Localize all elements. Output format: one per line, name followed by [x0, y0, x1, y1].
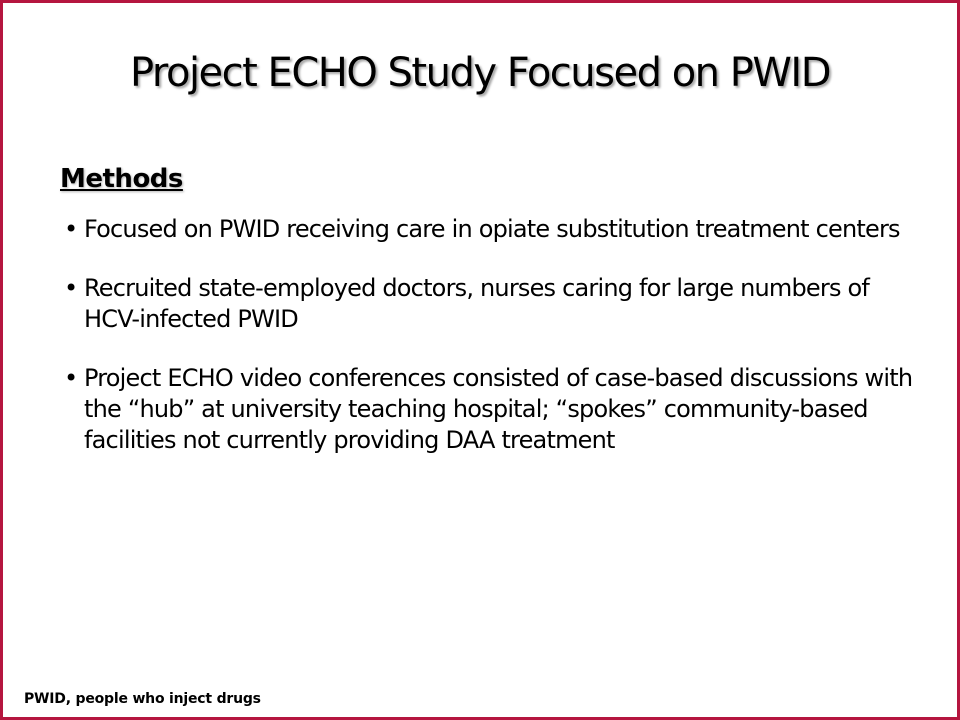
slide-title: Project ECHO Study Focused on PWID — [129, 50, 830, 96]
footnote: PWID, people who inject drugs — [24, 691, 261, 707]
bullet-item — [60, 214, 920, 245]
bullet-list — [60, 214, 920, 484]
bullet-text: Focused on PWID receiving care in opiate substitution treatment centers — [84, 215, 900, 243]
section-heading: Methods — [60, 164, 183, 194]
bullet-item — [60, 273, 920, 335]
bullet-icon: • — [64, 215, 78, 243]
bullet-icon: • — [64, 364, 78, 392]
bullet-icon: • — [64, 274, 78, 302]
bullet-item — [60, 363, 920, 456]
bullet-text: Recruited state-employed doctors, nurses caring for large numbers of HCV-infected PWID — [84, 274, 870, 333]
bullet-text: Project ECHO video conferences consisted of case-based discussions with the “hub” at university teaching hospital; “spokes” community-based facilities not currently providing DAA treatment — [84, 364, 913, 454]
